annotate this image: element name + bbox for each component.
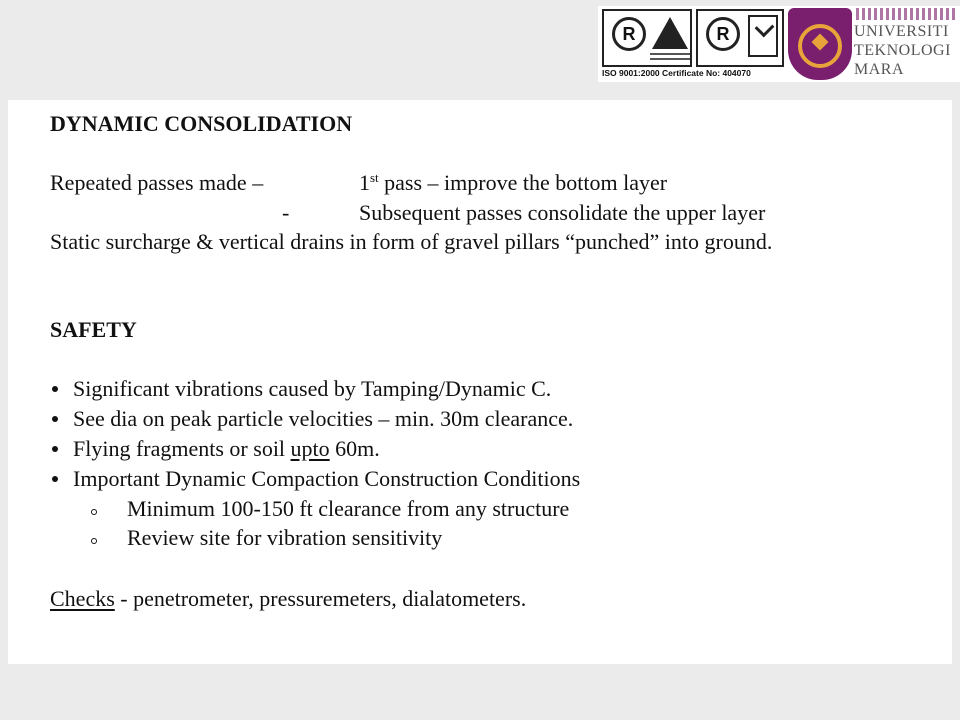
safety-bullet-3-underlined: upto — [290, 436, 330, 461]
university-name-line-1: UNIVERSITI — [854, 23, 949, 40]
heading-safety: SAFETY — [50, 317, 137, 342]
checks-label: Checks — [50, 586, 115, 611]
safety-bullet-2: See dia on peak particle velocities – min. 30m clearance. — [73, 406, 574, 431]
badge-text-line — [650, 53, 690, 55]
slide-content — [8, 100, 952, 664]
sub-bullet-2: Review site for vibration sensitivity — [127, 525, 443, 550]
subsequent-dash: - — [282, 200, 290, 225]
iso-certificate-text: ISO 9001:2000 Certificate No: 404070 — [602, 68, 751, 78]
registered-mark-icon: R — [612, 17, 646, 51]
safety-bullet-3 — [73, 436, 380, 462]
certification-badge-2 — [696, 9, 784, 67]
bullet-icon — [52, 416, 58, 422]
repeated-passes-label: Repeated passes made – — [50, 170, 264, 195]
university-name-line-3: MARA — [854, 61, 905, 78]
university-name-line-2: TEKNOLOGI — [854, 42, 951, 59]
badge-text-line — [650, 58, 690, 60]
header-logos — [598, 6, 960, 82]
subsequent-passes-text: Subsequent passes consolidate the upper layer — [359, 200, 766, 225]
certification-triangle-icon — [652, 17, 688, 49]
first-pass-text — [359, 170, 667, 196]
checks-line — [50, 586, 526, 612]
circle-bullet-icon — [91, 538, 97, 544]
uitm-emblem-icon — [788, 8, 852, 80]
university-name — [854, 22, 958, 79]
bullet-icon — [52, 476, 58, 482]
static-surcharge-text: Static surcharge & vertical drains in form of gravel pillars “punched” into ground. — [50, 229, 773, 254]
registered-mark-icon: R — [706, 17, 740, 51]
sub-bullet-1: Minimum 100-150 ft clearance from any structure — [127, 496, 570, 521]
ukas-crown-icon — [748, 15, 778, 57]
bullet-icon — [52, 386, 58, 392]
certification-badge-1 — [602, 9, 692, 67]
safety-bullet-1: Significant vibrations caused by Tamping/Dynamic C. — [73, 376, 552, 401]
circle-bullet-icon — [91, 509, 97, 515]
heading-dynamic-consolidation: DYNAMIC CONSOLIDATION — [50, 111, 353, 136]
bullet-icon — [52, 446, 58, 452]
safety-bullet-4: Important Dynamic Compaction Construction Conditions — [73, 466, 581, 491]
pass-number: 1 — [359, 170, 370, 195]
safety-bullet-3-post: 60m. — [329, 436, 380, 461]
checks-text: - penetrometer, pressuremeters, dialatometers. — [114, 586, 527, 611]
safety-bullet-3-pre: Flying fragments or soil — [73, 436, 291, 461]
pass-superscript: st — [370, 170, 379, 185]
pass-description: pass – improve the bottom layer — [378, 170, 668, 195]
jawi-script-decoration — [856, 8, 956, 20]
